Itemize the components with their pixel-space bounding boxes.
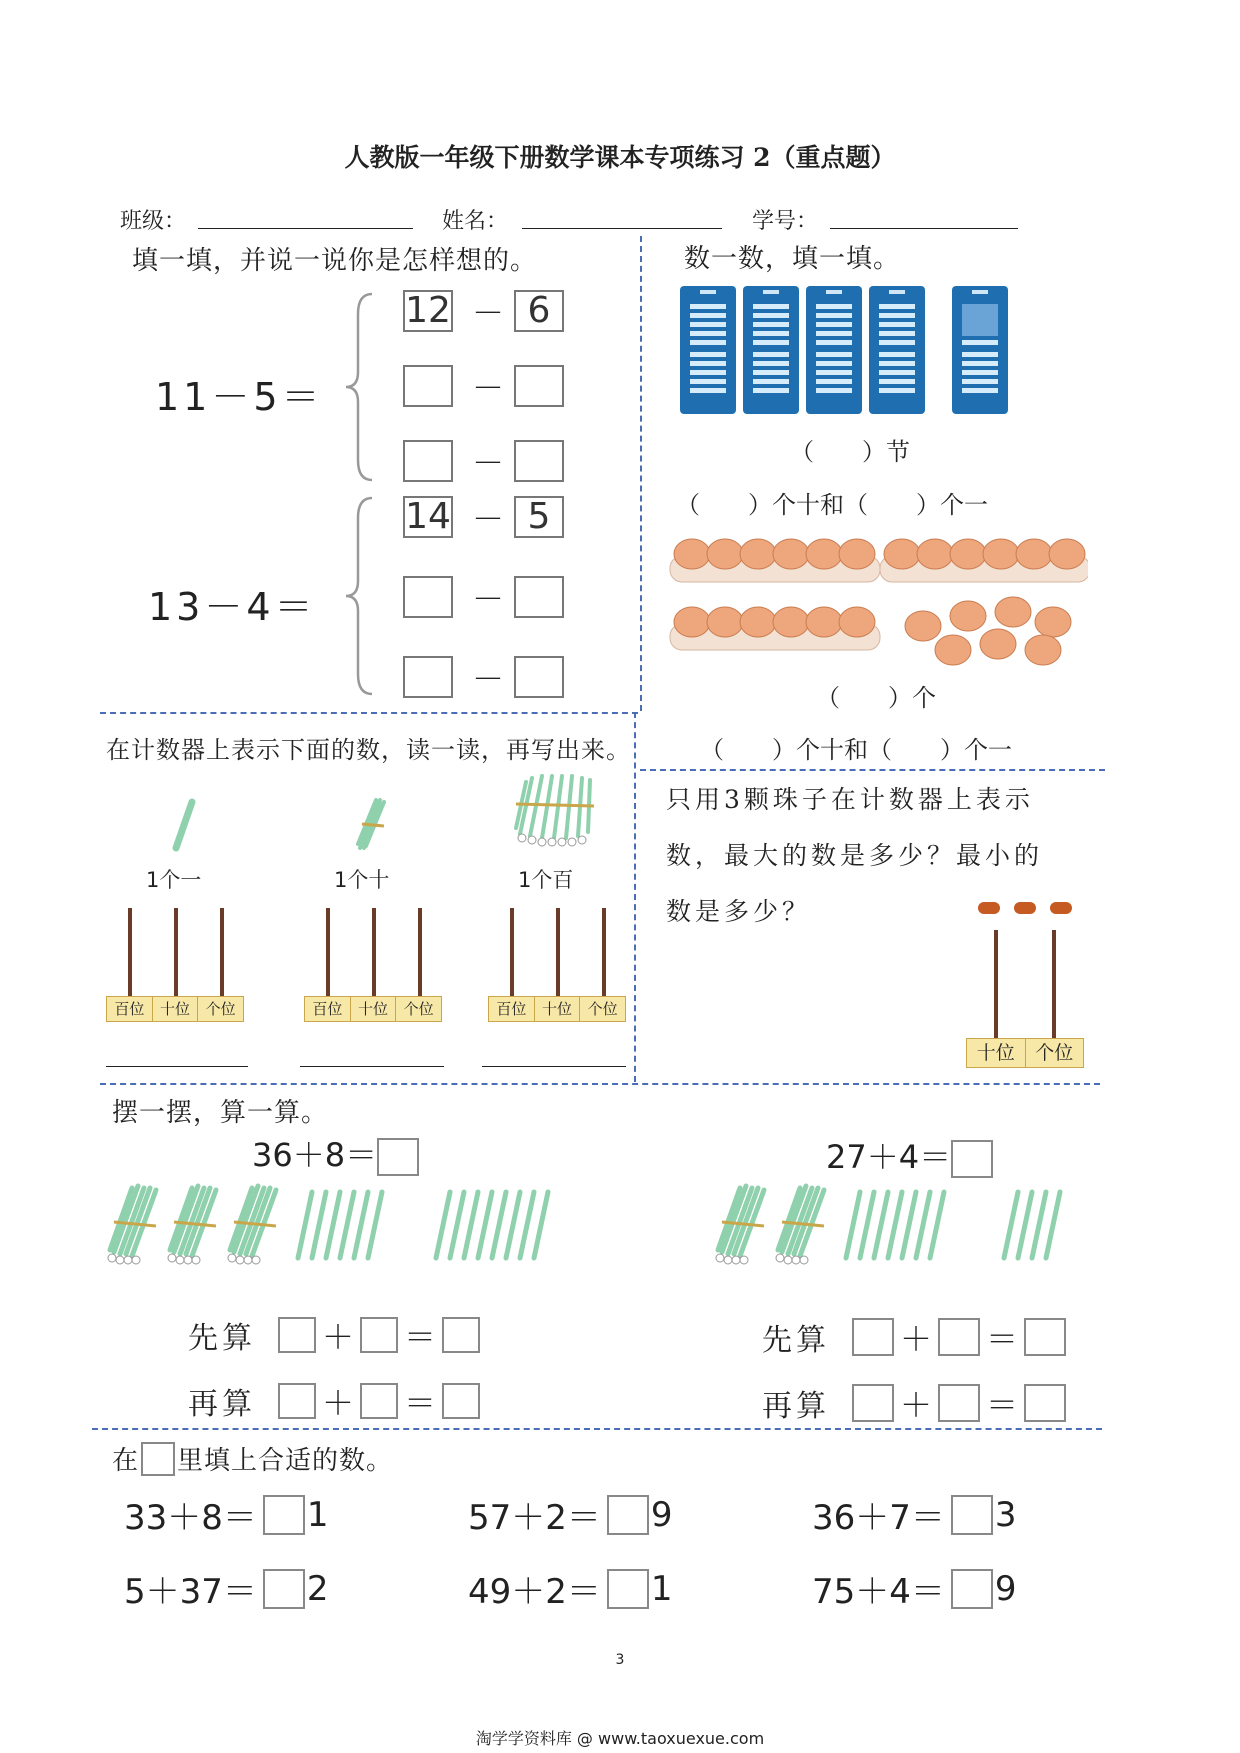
sticks-right-illustration: [712, 1182, 1102, 1272]
sec5-right-eq: [826, 1132, 993, 1178]
answer-box[interactable]: [360, 1317, 398, 1353]
stick-bundle-hundred-icon: [512, 772, 598, 852]
equals-sign: ＝: [404, 1384, 437, 1422]
counter-rod: [510, 908, 514, 998]
answer-box[interactable]: [852, 1318, 894, 1356]
answer-box[interactable]: [951, 1495, 993, 1535]
footer-watermark: 淘学学资料库 @ www.taoxuexue.com: [475, 1729, 765, 1748]
place-hundreds: 百位: [107, 997, 153, 1021]
answer-box[interactable]: [514, 365, 564, 407]
fill-eq-rhs: 3: [994, 1494, 1017, 1535]
sticks-left-illustration: [104, 1182, 594, 1272]
sec1-box-14: 14: [403, 496, 453, 538]
sec5-prompt: 摆一摆，算一算。: [112, 1098, 329, 1128]
sec2-prompt: 数一数，填一填。: [684, 244, 901, 274]
label-one: 1个一: [146, 868, 202, 892]
eggs-count-blank[interactable]: （ ）个: [816, 684, 936, 712]
answer-box[interactable]: [938, 1318, 980, 1356]
counter-rod: [556, 908, 560, 998]
brace-1: [342, 292, 376, 482]
plus-sign: ＋: [900, 1320, 933, 1358]
sec4-line2: 数，最大的数是多少？最小的: [666, 841, 1044, 870]
place-value-bar: [966, 1038, 1084, 1068]
fill-eq-lhs: 5＋37＝: [124, 1572, 257, 1612]
answer-box[interactable]: [1024, 1384, 1066, 1422]
fill-eq-rhs: 1: [650, 1568, 673, 1609]
place-hundreds: 百位: [305, 997, 351, 1021]
sample-box: [141, 1442, 175, 1476]
fill-eq-lhs: 33＋8＝: [124, 1498, 257, 1538]
place-tens: 十位: [535, 997, 581, 1021]
answer-box[interactable]: [263, 1495, 305, 1535]
divider-v2: [634, 712, 636, 1082]
sec1-box-12: 12: [403, 290, 453, 332]
eggs-tens-blank[interactable]: （ ）个十和（ ）个一: [700, 736, 1012, 764]
sec1-eq2: 13－4＝: [148, 585, 317, 629]
page-title: 人教版一年级下册数学课本专项练习 2（重点题）: [344, 143, 896, 172]
sec4-line3: 数是多少？: [666, 897, 812, 926]
place-value-bar: [488, 996, 626, 1022]
equals-sign: ＝: [404, 1318, 437, 1356]
place-tens: 十位: [967, 1039, 1026, 1067]
answer-box[interactable]: [514, 440, 564, 482]
answer-box[interactable]: [403, 365, 453, 407]
answer-box[interactable]: [607, 1495, 649, 1535]
answer-box[interactable]: [514, 576, 564, 618]
single-stick-icon: [168, 798, 198, 852]
sec6-prompt-b: 里填上合适的数。: [177, 1446, 394, 1476]
fill-eq-lhs: 57＋2＝: [468, 1498, 601, 1538]
place-ones: 个位: [1035, 1042, 1074, 1064]
calc-row-left-first: [188, 1312, 480, 1358]
answer-box[interactable]: [403, 440, 453, 482]
divider-h2: [640, 769, 1105, 771]
answer-box[interactable]: [951, 1569, 993, 1609]
fill-eq-6: [812, 1564, 1017, 1613]
counter-rod: [602, 908, 606, 998]
stick-bundle-ten-icon: [350, 796, 390, 852]
sec1-prompt: 填一填，并说一说你是怎样想的。: [132, 246, 538, 276]
then-label: 再算: [188, 1387, 256, 1422]
answer-box[interactable]: [938, 1384, 980, 1422]
answer-box[interactable]: [852, 1384, 894, 1422]
sec1-eq1: 11－5＝: [155, 375, 324, 419]
class-label: 班级：: [120, 209, 187, 234]
answer-box[interactable]: [442, 1317, 480, 1353]
answer-box[interactable]: [442, 1383, 480, 1419]
sec1-box-5: 5: [514, 496, 564, 538]
sec5-left-eq-text: 36＋8＝: [252, 1136, 378, 1174]
fill-eq-rhs: 2: [306, 1568, 329, 1609]
answer-box[interactable]: [403, 576, 453, 618]
counter-rod: [418, 908, 422, 998]
counter-rod: [372, 908, 376, 998]
answer-box[interactable]: [263, 1569, 305, 1609]
counter-rod: [128, 908, 132, 998]
class-field[interactable]: [198, 228, 413, 229]
sec1-box-6: 6: [514, 290, 564, 332]
fill-eq-5: [468, 1564, 673, 1613]
counter-rod: [326, 908, 330, 998]
fill-eq-rhs: 9: [994, 1568, 1017, 1609]
sec6-prompt: [112, 1440, 393, 1477]
counter-rod: [220, 908, 224, 998]
minus-sign: －: [472, 500, 505, 538]
answer-box[interactable]: [278, 1317, 316, 1353]
answer-box[interactable]: [1024, 1318, 1066, 1356]
calc-row-right-then: [762, 1380, 1066, 1426]
fill-eq-rhs: 9: [650, 1494, 673, 1535]
fill-eq-lhs: 49＋2＝: [468, 1572, 601, 1612]
first-label: 先算: [188, 1321, 256, 1356]
answer-box[interactable]: [360, 1383, 398, 1419]
id-label: 学号：: [752, 209, 819, 234]
place-ones: 个位: [587, 1000, 618, 1018]
calc-row-left-then: [188, 1378, 480, 1424]
book-stack-illustration: [680, 286, 1020, 418]
minus-sign: －: [472, 369, 505, 407]
egg-trays-illustration: [668, 530, 1088, 666]
minus-sign: －: [472, 660, 505, 698]
name-field[interactable]: [522, 228, 722, 229]
first-label: 先算: [762, 1323, 830, 1358]
answer-line[interactable]: [106, 1066, 248, 1067]
calc-row-right-first: [762, 1314, 1066, 1360]
sec5-left-eq: [252, 1130, 419, 1176]
answer-line[interactable]: [300, 1066, 444, 1067]
place-tens: 十位: [351, 997, 397, 1021]
place-hundreds: 百位: [489, 997, 535, 1021]
minus-sign: －: [472, 294, 505, 332]
sec3-prompt: 在计数器上表示下面的数，读一读，再写出来。: [106, 736, 631, 764]
fill-eq-1: [124, 1490, 329, 1539]
fill-eq-lhs: 75＋4＝: [812, 1572, 945, 1612]
answer-box[interactable]: [514, 656, 564, 698]
name-label: 姓名：: [442, 209, 509, 234]
counter-rod: [994, 930, 998, 1040]
answer-box[interactable]: [403, 656, 453, 698]
answer-box[interactable]: [278, 1383, 316, 1419]
equals-sign: ＝: [986, 1320, 1019, 1358]
answer-box[interactable]: [377, 1138, 419, 1176]
brace-2: [342, 496, 376, 696]
page-number: 3: [615, 1652, 625, 1668]
answer-box[interactable]: [607, 1569, 649, 1609]
label-hundred: 1个百: [518, 868, 574, 892]
divider-h1: [100, 712, 638, 714]
divider-h3: [100, 1083, 1100, 1085]
counter-rod: [1052, 930, 1056, 1040]
place-tens: 十位: [153, 997, 199, 1021]
bead: [978, 902, 1000, 914]
fill-eq-rhs: 1: [306, 1494, 329, 1535]
answer-line[interactable]: [482, 1066, 626, 1067]
fill-eq-3: [812, 1490, 1017, 1539]
answer-box[interactable]: [951, 1140, 993, 1178]
minus-sign: －: [472, 580, 505, 618]
id-field[interactable]: [830, 228, 1018, 229]
fill-eq-lhs: 36＋7＝: [812, 1498, 945, 1538]
place-value-bar: [304, 996, 442, 1022]
then-label: 再算: [762, 1389, 830, 1424]
label-ten: 1个十: [334, 868, 390, 892]
fill-eq-4: [124, 1564, 329, 1613]
plus-sign: ＋: [322, 1384, 355, 1422]
bead: [1050, 902, 1072, 914]
counter-rod: [174, 908, 178, 998]
fill-eq-2: [468, 1490, 673, 1539]
place-ones: 个位: [205, 1000, 236, 1018]
books-tens-blank[interactable]: （ ）个十和（ ）个一: [676, 491, 988, 519]
sec4-line1: 只用3颗珠子在计数器上表示: [666, 785, 1034, 814]
sec6-prompt-a: 在: [112, 1446, 140, 1476]
minus-sign: －: [472, 444, 505, 482]
equals-sign: ＝: [986, 1386, 1019, 1424]
bead: [1014, 902, 1036, 914]
divider-v1: [640, 236, 642, 711]
plus-sign: ＋: [900, 1386, 933, 1424]
sec5-right-eq-text: 27＋4＝: [826, 1138, 952, 1176]
books-count-blank[interactable]: （ ）节: [790, 438, 910, 466]
divider-h4: [92, 1428, 1102, 1430]
plus-sign: ＋: [322, 1318, 355, 1356]
place-ones: 个位: [403, 1000, 434, 1018]
place-value-bar: [106, 996, 244, 1022]
